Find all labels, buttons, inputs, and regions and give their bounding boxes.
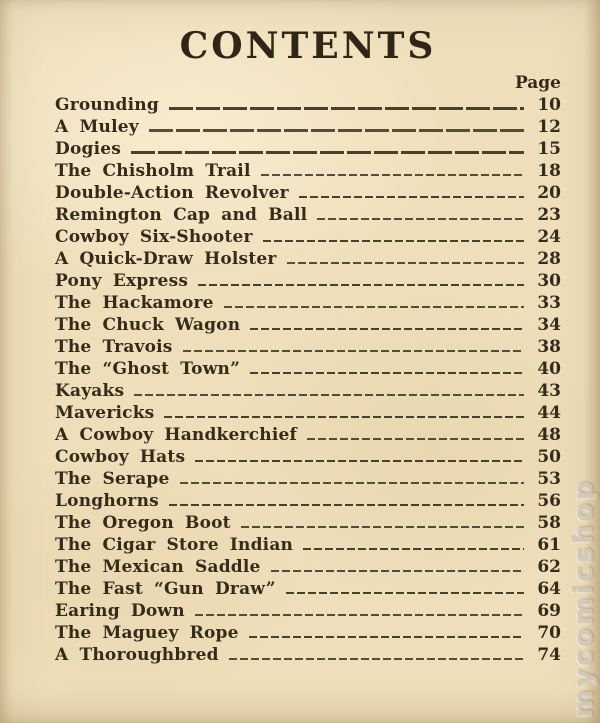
toc-entry-row	[55, 621, 561, 643]
toc-entry-title: Dogies	[55, 139, 122, 159]
leader-line	[131, 151, 524, 154]
toc-entry-page: 20	[537, 183, 561, 203]
toc-entry-row	[55, 357, 561, 379]
toc-entry-row	[55, 467, 561, 489]
toc-entry-title: Grounding	[55, 95, 159, 115]
toc-entry-page: 70	[537, 623, 561, 643]
leader-line	[195, 460, 524, 463]
toc-entry-title: A Muley	[55, 117, 139, 137]
toc-entry-page: 74	[537, 645, 561, 665]
leader-line	[198, 284, 524, 287]
toc-entry-title: A Cowboy Handkerchief	[55, 425, 298, 445]
toc-entry-row	[55, 291, 561, 313]
toc-entry-page: 43	[537, 381, 561, 401]
toc-entry-page: 53	[537, 469, 561, 489]
toc-entry-title: The Chisholm Trail	[55, 161, 251, 181]
toc-entry-page: 23	[537, 205, 561, 225]
leader-line	[303, 548, 524, 551]
toc-entry-row	[55, 445, 561, 467]
leader-line	[307, 438, 524, 441]
leader-line	[229, 658, 524, 661]
toc-entry-page: 44	[537, 403, 561, 423]
leader-line	[134, 394, 524, 397]
toc-entry-row	[55, 555, 561, 577]
toc-entry-title: The Serape	[55, 469, 170, 489]
leader-line	[169, 504, 524, 507]
toc-entry-row	[55, 93, 561, 115]
toc-entry-row	[55, 269, 561, 291]
toc-entry-page: 50	[537, 447, 561, 467]
toc-entry-title: The Fast “Gun Draw”	[55, 579, 276, 599]
toc-entry-page: 58	[537, 513, 561, 533]
leader-line	[261, 174, 524, 177]
toc-entry-title: Earing Down	[55, 601, 185, 621]
toc-entry-page: 64	[537, 579, 561, 599]
toc-entry-title: The Maguey Rope	[55, 623, 239, 643]
toc-entry-page: 38	[537, 337, 561, 357]
toc-entry-title: Longhorns	[55, 491, 159, 511]
toc-entry-page: 12	[537, 117, 561, 137]
toc-entry-title: The Oregon Boot	[55, 513, 231, 533]
leader-line	[249, 636, 524, 639]
leader-line	[195, 614, 524, 617]
toc-entry-title: Kayaks	[55, 381, 125, 401]
toc-entry-row	[55, 401, 561, 423]
toc-entry-row	[55, 225, 561, 247]
mycomicshop-watermark: mycomicshop	[568, 478, 599, 718]
toc-entry-page: 56	[537, 491, 561, 511]
toc-entry-page: 24	[537, 227, 561, 247]
toc-entry-row	[55, 511, 561, 533]
leader-line	[299, 196, 524, 199]
toc-entry-title: The Mexican Saddle	[55, 557, 261, 577]
toc-entry-row	[55, 379, 561, 401]
toc-entry-row	[55, 599, 561, 621]
leader-line	[317, 218, 524, 221]
toc-entry-title: Remington Cap and Ball	[55, 205, 308, 225]
toc-entry-row	[55, 137, 561, 159]
toc-entry-row	[55, 533, 561, 555]
toc-entry-row	[55, 489, 561, 511]
toc-entry-title: Double-Action Revolver	[55, 183, 289, 203]
leader-line	[250, 328, 524, 331]
toc-entry-row	[55, 577, 561, 599]
leader-line	[271, 570, 524, 573]
toc-entry-row	[55, 181, 561, 203]
toc-entry-row	[55, 247, 561, 269]
toc-entry-row	[55, 643, 561, 665]
leader-line	[224, 306, 524, 309]
toc-entry-page: 40	[537, 359, 561, 379]
toc-entry-page: 69	[537, 601, 561, 621]
toc-entry-title: Pony Express	[55, 271, 189, 291]
toc-list	[55, 93, 561, 665]
toc-entry-row	[55, 335, 561, 357]
toc-entry-title: Cowboy Six-Shooter	[55, 227, 253, 247]
toc-entry-row	[55, 313, 561, 335]
leader-line	[164, 416, 524, 419]
toc-entry-title: A Thoroughbred	[55, 645, 219, 665]
leader-line	[241, 526, 524, 529]
toc-entry-title: The Chuck Wagon	[55, 315, 241, 335]
leader-line	[286, 592, 524, 595]
toc-entry-title: Cowboy Hats	[55, 447, 186, 467]
toc-entry-page: 33	[537, 293, 561, 313]
toc-entry-page: 10	[537, 95, 561, 115]
leader-line	[250, 372, 524, 375]
toc-entry-title: The Hackamore	[55, 293, 214, 313]
toc-entry-title: Mavericks	[55, 403, 155, 423]
toc-entry-page: 34	[537, 315, 561, 335]
toc-entry-page: 62	[537, 557, 561, 577]
toc-entry-page: 18	[537, 161, 561, 181]
toc-entry-page: 28	[537, 249, 561, 269]
toc-entry-title: The “Ghost Town”	[55, 359, 241, 379]
toc-entry-title: A Quick-Draw Holster	[55, 249, 277, 269]
toc-entry-row	[55, 203, 561, 225]
leader-line	[149, 129, 524, 132]
toc-entry-title: The Cigar Store Indian	[55, 535, 294, 555]
toc-entry-row	[55, 423, 561, 445]
leader-line	[263, 240, 524, 243]
toc-entry-page: 48	[537, 425, 561, 445]
toc-entry-row	[55, 115, 561, 137]
toc-entry-page: 30	[537, 271, 561, 291]
toc-entry-page: 61	[537, 535, 561, 555]
leader-line	[180, 482, 524, 485]
contents-title: CONTENTS	[179, 25, 437, 67]
leader-line	[183, 350, 524, 353]
page-column-header: Page	[514, 73, 561, 93]
toc-entry-title: The Travois	[55, 337, 173, 357]
toc-entry-row	[55, 159, 561, 181]
leader-line	[287, 262, 524, 265]
leader-line	[169, 107, 524, 110]
toc-entry-page: 15	[537, 139, 561, 159]
